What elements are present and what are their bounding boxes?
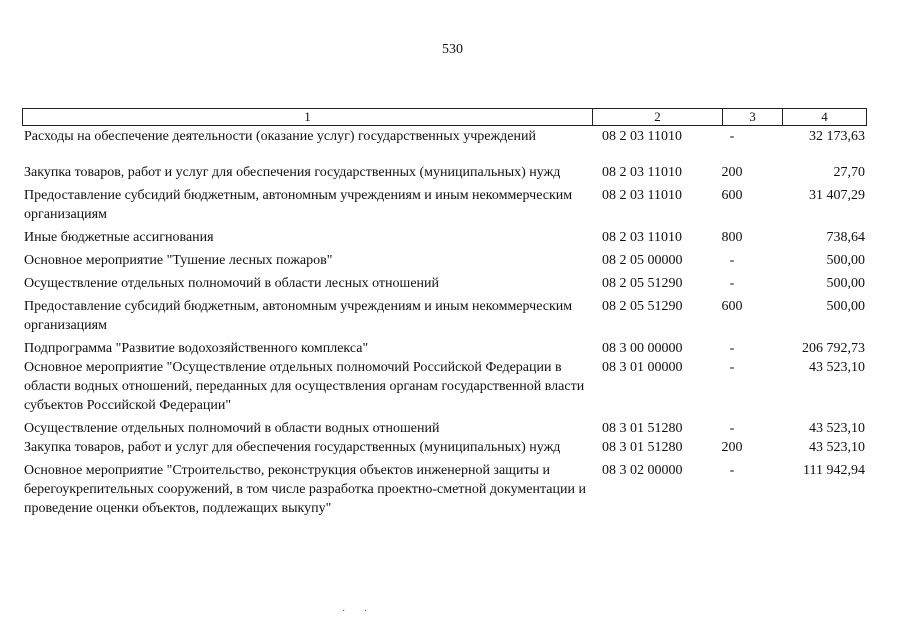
table-row xyxy=(24,461,869,518)
row-amount: 500,00 xyxy=(826,253,865,268)
row-type: 200 xyxy=(721,440,743,455)
row-type: - xyxy=(729,463,735,478)
scan-artifact: · · xyxy=(342,606,376,617)
row-code: 08 2 05 51290 xyxy=(602,299,683,314)
table-row xyxy=(24,163,869,182)
page-number: 530 xyxy=(442,42,463,57)
table-row xyxy=(24,297,869,335)
header-col-2: 2 xyxy=(593,109,723,125)
row-code: 08 2 03 11010 xyxy=(602,165,682,180)
row-code: 08 3 01 00000 xyxy=(602,360,683,375)
row-amount: 27,70 xyxy=(833,165,865,180)
row-amount: 31 407,29 xyxy=(809,188,865,203)
row-amount: 32 173,63 xyxy=(809,129,865,144)
row-name: Осуществление отдельных полномочий в области лесных отношений xyxy=(24,276,440,291)
row-name: Закупка товаров, работ и услуг для обеспечения государственных (муниципальных) нужд xyxy=(24,440,561,455)
row-amount: 500,00 xyxy=(826,299,865,314)
header-col-1: 1 xyxy=(23,109,593,125)
row-code: 08 3 00 00000 xyxy=(602,341,683,356)
header-col-3: 3 xyxy=(723,109,783,125)
row-name: Предоставление субсидий бюджетным, автономным учреждениям и иным некоммерческим организациям xyxy=(24,188,573,222)
row-code: 08 2 03 11010 xyxy=(602,129,682,144)
row-amount: 206 792,73 xyxy=(802,341,865,356)
row-name: Основное мероприятие "Строительство, реконструкция объектов инженерной защиты и берегоукрепительных сооружений, в том числе разработка проектно-сметной документации и проведение оценки объектов, подлежащих выкупу" xyxy=(24,463,586,516)
table-row xyxy=(24,228,869,247)
row-type: - xyxy=(729,276,735,291)
row-name: Расходы на обеспечение деятельности (оказание услуг) государственных учреждений xyxy=(24,129,536,144)
row-type: - xyxy=(729,360,735,375)
row-name: Основное мероприятие "Осуществление отдельных полномочий Российской Федерации в области водных отношений, переданных для осуществления органам государственной власти субъектов Российской Федерации" xyxy=(24,360,585,413)
row-type: - xyxy=(729,253,735,268)
row-code: 08 2 03 11010 xyxy=(602,188,682,203)
row-name: Основное мероприятие "Тушение лесных пожаров" xyxy=(24,253,333,268)
row-code: 08 3 01 51280 xyxy=(602,421,683,436)
table-row xyxy=(24,186,869,224)
row-type: 800 xyxy=(721,230,743,245)
row-type: - xyxy=(729,129,735,144)
header-col-4: 4 xyxy=(821,109,828,124)
row-code: 08 3 02 00000 xyxy=(602,463,683,478)
table-row xyxy=(24,251,869,270)
table-row xyxy=(24,438,869,457)
row-code: 08 3 01 51280 xyxy=(602,440,683,455)
row-name: Предоставление субсидий бюджетным, автономным учреждениям и иным некоммерческим организациям xyxy=(24,299,573,333)
table-row xyxy=(24,358,869,415)
row-amount: 43 523,10 xyxy=(809,421,865,436)
table-row xyxy=(24,419,869,438)
table-body xyxy=(24,127,869,518)
row-type: 600 xyxy=(721,188,743,203)
row-name: Закупка товаров, работ и услуг для обеспечения государственных (муниципальных) нужд xyxy=(24,165,561,180)
row-type: - xyxy=(729,421,735,436)
row-name: Иные бюджетные ассигнования xyxy=(24,230,214,245)
table-header xyxy=(22,108,867,126)
row-type: - xyxy=(729,341,735,356)
table-row xyxy=(24,127,869,146)
row-amount: 500,00 xyxy=(826,276,865,291)
row-amount: 43 523,10 xyxy=(809,440,865,455)
row-type: 600 xyxy=(721,299,743,314)
row-amount: 43 523,10 xyxy=(809,360,865,375)
row-code: 08 2 05 51290 xyxy=(602,276,683,291)
table-row xyxy=(24,339,869,358)
row-name: Подпрограмма "Развитие водохозяйственного комплекса" xyxy=(24,341,369,356)
row-amount: 738,64 xyxy=(826,230,865,245)
table-row xyxy=(24,274,869,293)
row-code: 08 2 05 00000 xyxy=(602,253,683,268)
row-amount: 111 942,94 xyxy=(803,463,865,478)
row-code: 08 2 03 11010 xyxy=(602,230,682,245)
row-type: 200 xyxy=(721,165,743,180)
row-name: Осуществление отдельных полномочий в области водных отношений xyxy=(24,421,440,436)
